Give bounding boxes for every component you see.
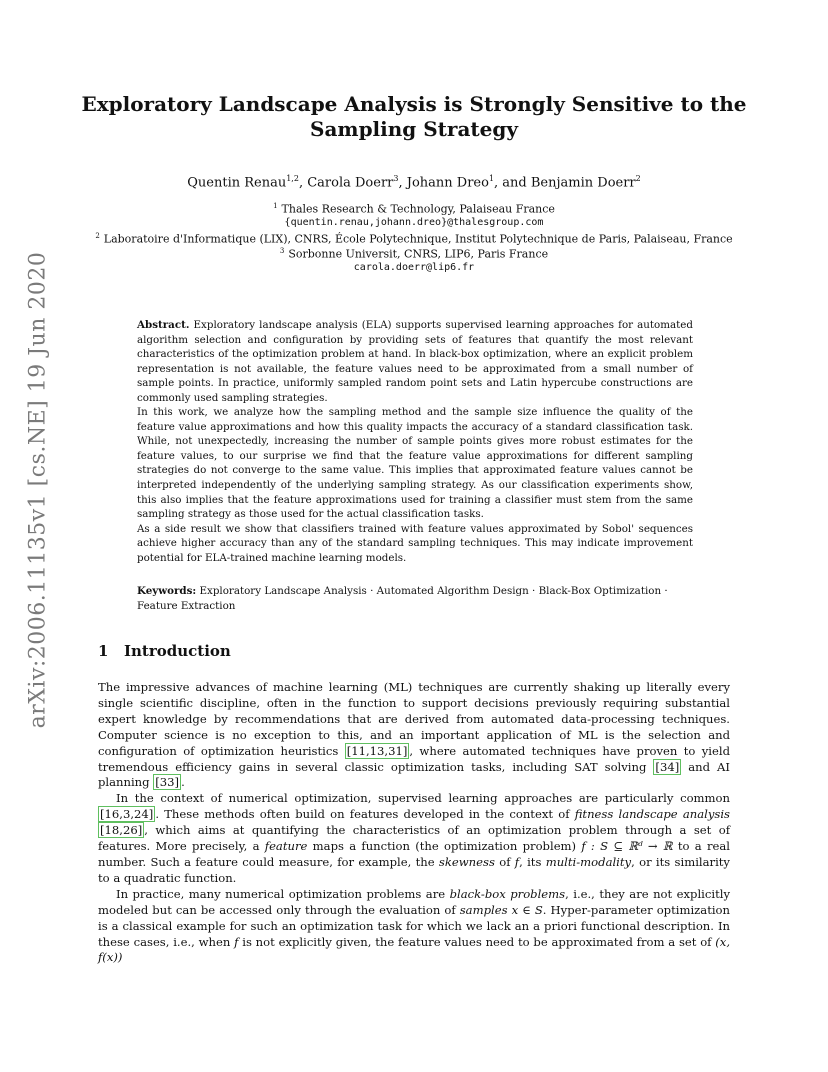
keywords-label: Keywords: bbox=[137, 585, 197, 597]
abstract-text: Exploratory landscape analysis (ELA) supports supervised learning approaches for automated algorithm selection and configuration by providing sets of features that quantify the most relevant characteristics of the optimization problem at hand. In black-box optimization, where an explicit problem representation is not available, the feature values need to be approximated from a small number of sample points. In practice, uniformly sampled random point sets and Latin hypercube constructions are commonly used sampling strategies. bbox=[137, 319, 693, 404]
body-text bbox=[98, 680, 730, 966]
section-heading bbox=[98, 642, 231, 660]
author-list: Quentin Renau$^{1,2}$, Carola Doerr$^3$, Johann Dreo$^1$, and Benjamin Doerr$^2$ bbox=[187, 174, 641, 191]
affiliation-1-email bbox=[80, 214, 748, 230]
author-affil-mark: 2 bbox=[635, 174, 641, 183]
citation-link[interactable]: [11,13,31] bbox=[346, 743, 408, 758]
title-line-1: Exploratory Landscape Analysis is Strongly Sensitive to the bbox=[81, 92, 747, 116]
text-run: to a real number. Such a feature could measure, for example, the bbox=[98, 839, 730, 869]
email-address: {quentin.renau,johann.dreo}@thalesgroup.com bbox=[284, 217, 544, 228]
arxiv-identifier: arXiv:2006.11135v1 [cs.NE] 19 Jun 2020 bbox=[25, 251, 51, 729]
text-run: , or its similarity to a quadratic function. bbox=[98, 854, 730, 885]
text-run: . These methods often build on features developed in the context of bbox=[155, 807, 575, 822]
text-run: The impressive advances of machine learning (ML) techniques are currently shaking up literally every single scientific discipline, often in the function to support decisions previously requiring substantial expert knowledge by recommendations that are derived from automated data-processing techniques. Computer science is no exception to this, and an important application of ML is the selection and configuration of optimization heuristics bbox=[98, 680, 730, 758]
keywords-text: Exploratory Landscape Analysis · Automated Algorithm Design · Black-Box Optimization · Feature Extraction bbox=[137, 585, 668, 612]
affil-name: Laboratoire d'Informatique (LIX), CNRS, École Polytechnique, Institut Polytechnique de Paris, Palaiseau, France bbox=[103, 232, 733, 246]
body-paragraph bbox=[98, 791, 730, 886]
text-run: maps a function (the optimization problem) bbox=[307, 839, 582, 854]
affil-name: Sorbonne Universit, CNRS, LIP6, Paris France bbox=[288, 247, 549, 261]
citation-link[interactable]: [33] bbox=[155, 775, 180, 790]
emphasis: skewness bbox=[438, 854, 495, 869]
affil-name: Thales Research & Technology, Palaiseau France bbox=[281, 202, 555, 216]
author-separator: , and bbox=[494, 175, 531, 191]
author-name: Benjamin Doerr bbox=[530, 175, 636, 191]
emphasis: black-box problems bbox=[449, 886, 566, 901]
math-expression: f : S ⊆ ℝᵈ → ℝ bbox=[581, 839, 673, 854]
text-run: , its bbox=[519, 854, 546, 869]
text-run: In practice, many numerical optimization problems are bbox=[116, 886, 450, 901]
text-run: , i.e., they are not explicitly modeled but can be accessed only through the evaluation of bbox=[98, 886, 730, 917]
author-name: Carola Doerr bbox=[307, 175, 394, 191]
text-run: . Hyper-parameter optimization is a classical example for such an optimization task for which we lack an a priori functional description. In these cases, i.e., when bbox=[98, 902, 731, 949]
abstract-paragraph: In this work, we analyze how the sampling method and the sample size influence the quality of the feature value approximations and how this quality impacts the accuracy of a standard classification task. While, not unexpectedly, increasing the number of sample points gives more robust estimates for the feature values, to our surprise we find that the feature value approximations for different sampling strategies do not converge to the same value. This implies that approximated feature values cannot be interpreted independently of the underlying sampling strategy. As our classification experiments show, this also implies that the feature approximations used for training a classifier must stem from the same sampling strategy as those used for the actual classification tasks. bbox=[137, 406, 693, 521]
abstract bbox=[137, 318, 693, 565]
abstract-paragraph: As a side result we show that classifiers trained with feature values approximated by Sobol' sequences achieve higher accuracy than any of the standard sampling techniques. This may indicate improvement potential for ELA-trained machine learning models. bbox=[137, 522, 693, 564]
affiliation-3-email bbox=[80, 259, 748, 275]
text-run: of bbox=[494, 854, 515, 869]
section-title: Introduction bbox=[124, 642, 231, 660]
emphasis: samples x ∈ S bbox=[459, 902, 543, 917]
text-run: In the context of numerical optimization, supervised learning approaches are particularly common bbox=[116, 791, 730, 806]
affil-mark: 2 bbox=[95, 232, 100, 240]
math-expression: f bbox=[234, 934, 239, 949]
citation-link[interactable]: [18,26] bbox=[100, 823, 143, 838]
text-run: , where automated techniques have proven to yield tremendous efficiency gains in several classic optimization tasks, including SAT solving bbox=[98, 743, 731, 774]
section-number: 1 bbox=[98, 642, 109, 660]
paper-title bbox=[0, 92, 828, 142]
text-run: , which aims at quantifying the characteristics of an optimization problem through a set of features. More precisely, a bbox=[98, 823, 730, 854]
affil-mark: 1 bbox=[273, 202, 278, 210]
body-paragraph bbox=[98, 680, 730, 791]
citation-link[interactable]: [16,3,24] bbox=[100, 807, 154, 822]
author-affil-mark: 1,2 bbox=[286, 174, 299, 183]
math-expression: f bbox=[514, 854, 520, 869]
text-run: . bbox=[181, 775, 185, 790]
arxiv-stamp bbox=[8, 251, 68, 729]
math-expression: (x, f(x)) bbox=[98, 934, 731, 965]
emphasis: feature bbox=[264, 839, 308, 854]
author-name: Johann Dreo bbox=[406, 175, 489, 191]
keywords bbox=[137, 584, 693, 613]
affil-mark: 3 bbox=[279, 247, 285, 255]
emphasis: fitness landscape analysis bbox=[574, 807, 730, 822]
text-run: and AI planning bbox=[98, 759, 730, 790]
body-paragraph bbox=[98, 887, 730, 967]
email-address: carola.doerr@lip6.fr bbox=[353, 262, 475, 273]
text-run: is not explicitly given, the feature values need to be approximated from a set of bbox=[238, 934, 716, 949]
emphasis: multi-modality bbox=[545, 854, 632, 869]
title-line-2: Sampling Strategy bbox=[310, 117, 518, 141]
author-affil-mark: 3 bbox=[393, 174, 399, 183]
abstract-label: Abstract. bbox=[137, 319, 190, 331]
author-affil-mark: 1 bbox=[488, 174, 495, 183]
author-name: Quentin Renau bbox=[187, 175, 287, 191]
abstract-paragraph bbox=[137, 318, 693, 405]
citation-link[interactable]: [34] bbox=[655, 759, 680, 774]
